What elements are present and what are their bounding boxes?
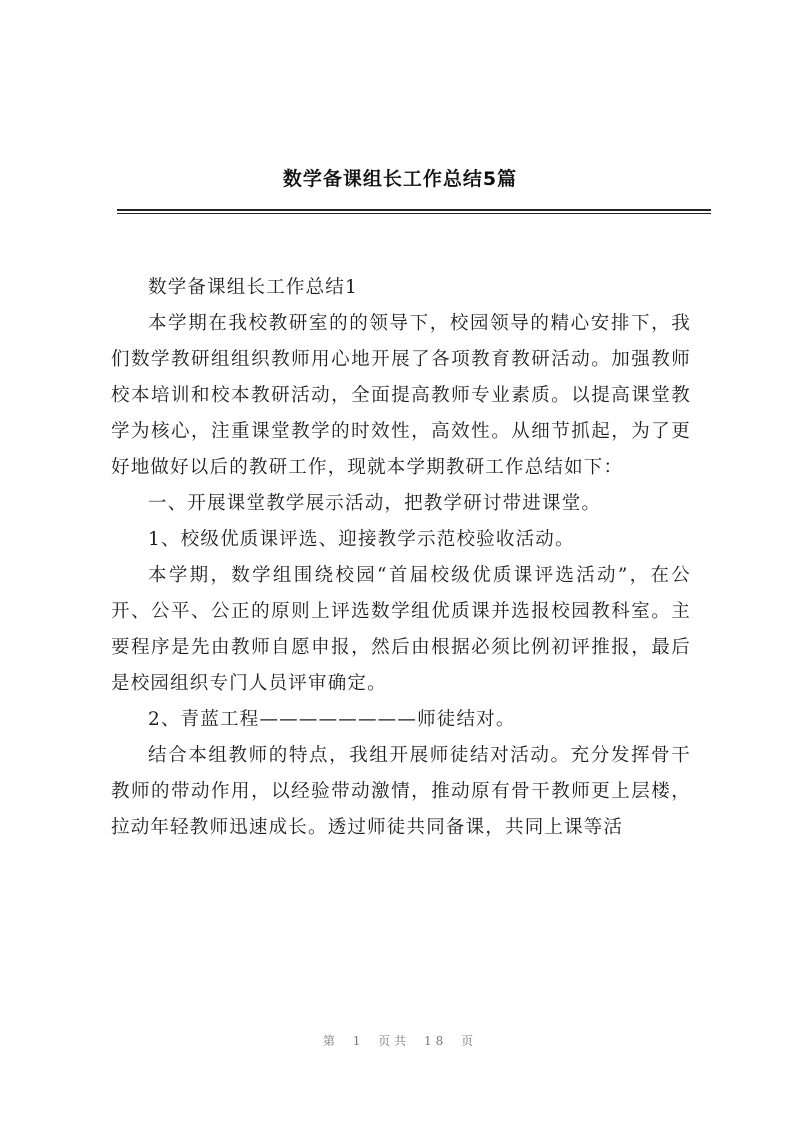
title-divider-thin (117, 213, 711, 214)
footer-middle: 页共 (378, 1034, 411, 1048)
paragraph: 结合本组教师的特点，我组开展师徒结对活动。充分发挥骨干教师的带动作用，以经验带动激情，推动原有骨干教师更上层楼，拉动年轻教师迅速成长。透过师徒共同备课，共同上课等活 (111, 745, 691, 838)
page-footer (0, 1032, 800, 1049)
title-divider (117, 209, 711, 211)
subsection-heading: 2、青蓝工程————————师徒结对。 (148, 709, 516, 730)
subsection-heading: 1、校级优质课评选、迎接教学示范校验收活动。 (148, 529, 575, 550)
document-body (111, 270, 691, 846)
footer-prefix: 第 (322, 1034, 339, 1048)
document-title: 数学备课组长工作总结5篇 (282, 168, 518, 190)
section-heading: 数学备课组长工作总结1 (148, 277, 358, 298)
current-page-number: 1 (352, 1034, 365, 1048)
footer-suffix: 页 (461, 1034, 478, 1048)
total-pages-number: 18 (424, 1034, 448, 1048)
section-heading: 一、开展课堂教学展示活动，把教学研讨带进课堂。 (148, 493, 602, 514)
paragraph: 本学期在我校教研室的的领导下，校园领导的精心安排下，我们数学教研组组织教师用心地开展了各项教育教研活动。加强教师校本培训和校本教研活动，全面提高教师专业素质。以提高课堂教学为核心，注重课堂教学的时效性，高效性。从细节抓起，为了更好地做好以后的教研工作，现就本学期教研工作总结如下： (111, 313, 691, 478)
paragraph: 本学期，数学组围绕校园“首届校级优质课评选活动”，在公开、公平、公正的原则上评选数学组优质课并选报校园教科室。主要程序是先由教师自愿申报，然后由根据必须比例初评推报，最后是校园组织专门人员评审确定。 (111, 565, 691, 694)
